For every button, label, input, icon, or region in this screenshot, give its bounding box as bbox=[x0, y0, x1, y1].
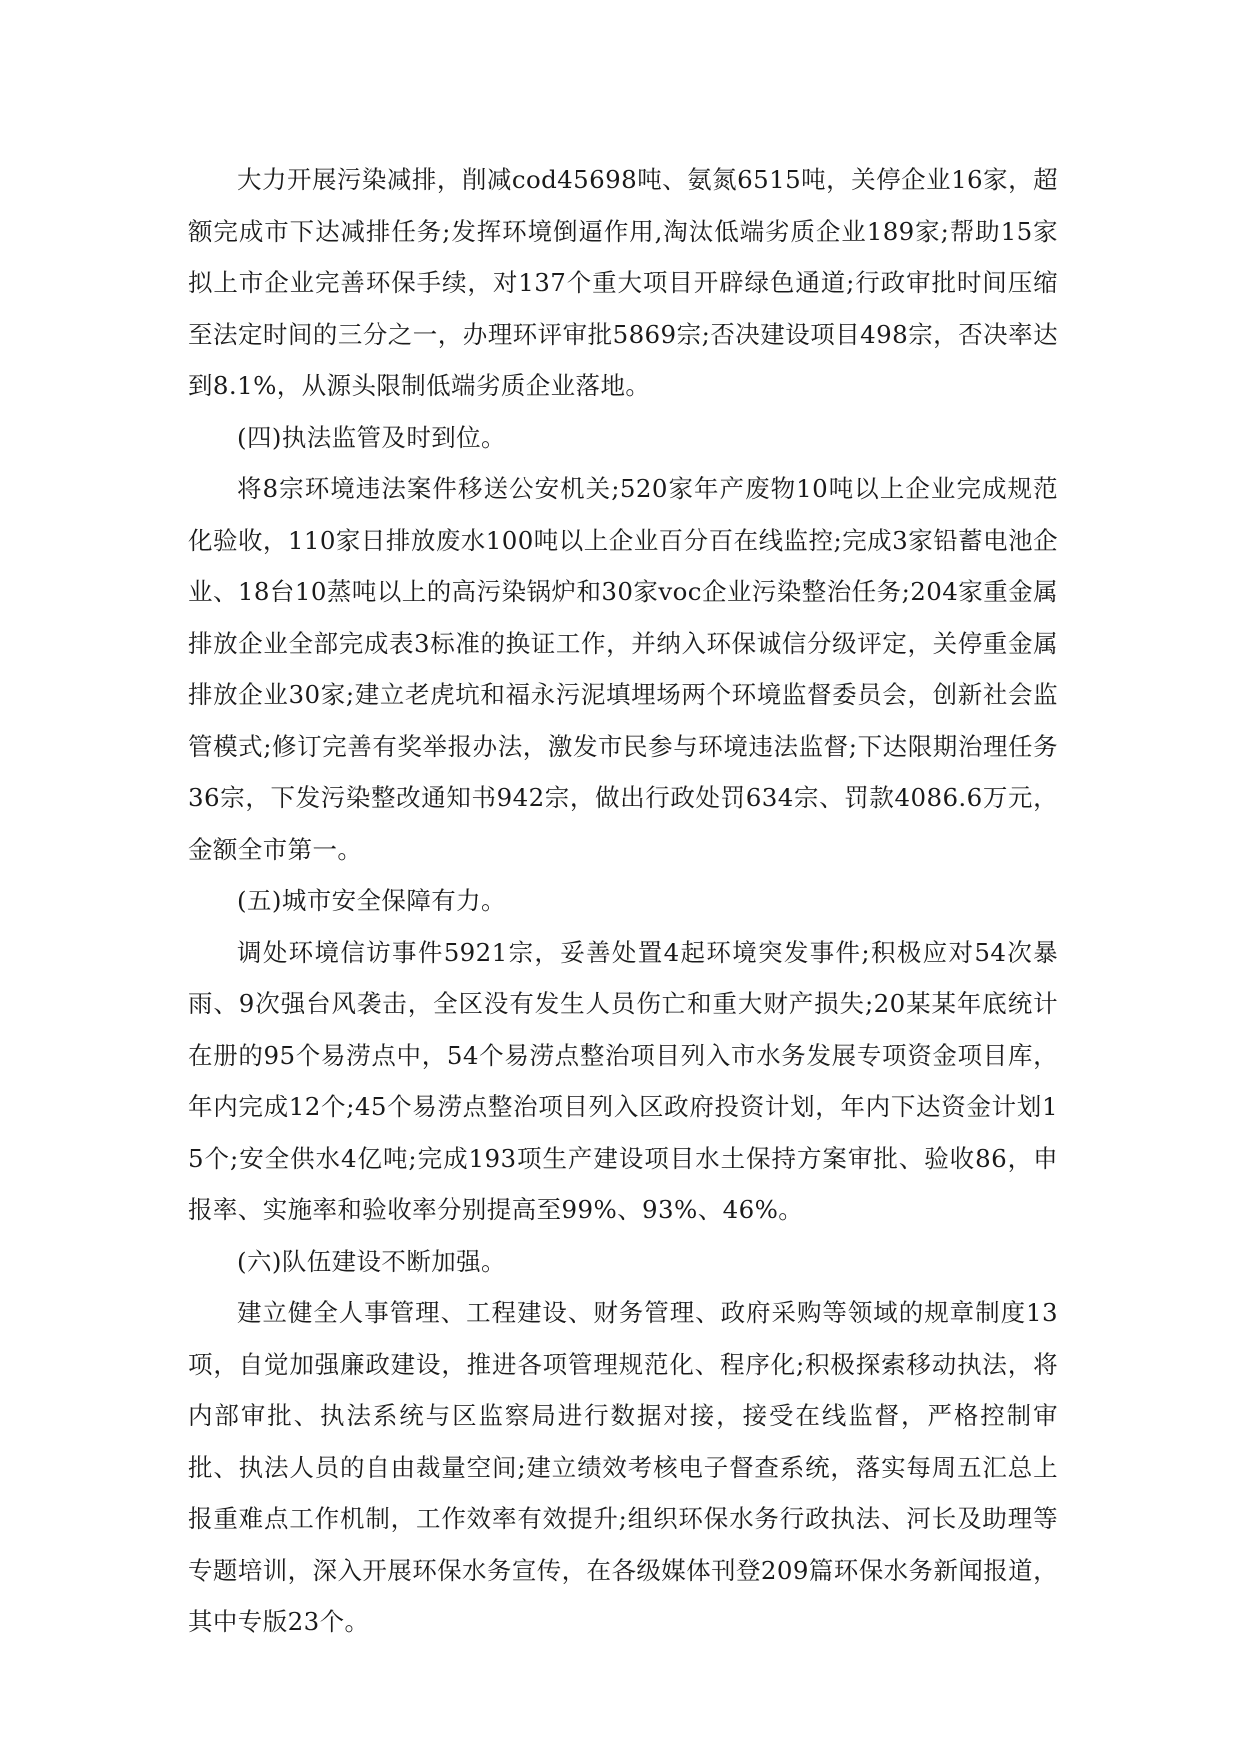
paragraph-pollution-reduction: 大力开展污染减排，削减cod45698吨、氨氮6515吨，关停企业16家，超额完成市下达减排任务;发挥环境倒逼作用,淘汰低端劣质企业189家;帮助15家拟上市企业完善环保手续，对137个重大项目开辟绿色通道;行政审批时间压缩至法定时间的三分之一，办理环评审批5869宗;否决建设项目498宗，否决率达到8.1%，从源头限制低端劣质企业落地。 bbox=[188, 165, 1058, 400]
section-heading-team-building: (六)队伍建设不断加强。 bbox=[237, 1246, 506, 1276]
paragraph-team-building: 建立健全人事管理、工程建设、财务管理、政府采购等领域的规章制度13项，自觉加强廉政建设，推进各项管理规范化、程序化;积极探索移动执法，将内部审批、执法系统与区监察局进行数据对接，接受在线监督，严格控制审批、执法人员的自由裁量空间;建立绩效考核电子督查系统，落实每周五汇总上报重难点工作机制，工作效率有效提升;组织环保水务行政执法、河长及助理等专题培训，深入开展环保水务宣传，在各级媒体刊登209篇环保水务新闻报道，其中专版23个。 bbox=[188, 1298, 1058, 1636]
section-heading-enforcement: (四)执法监管及时到位。 bbox=[237, 422, 506, 452]
document-body bbox=[188, 154, 1058, 1648]
section-heading-city-safety: (五)城市安全保障有力。 bbox=[237, 886, 506, 915]
paragraph-enforcement: 将8宗环境违法案件移送公安机关;520家年产废物10吨以上企业完成规范化验收，110家日排放废水100吨以上企业百分百在线监控;完成3家铅蓄电池企业、18台10蒸吨以上的高污染锅炉和30家voc企业污染整治任务;204家重金属排放企业全部完成表3标准的换证工作，并纳入环保诚信分级评定，关停重金属排放企业30家;建立老虎坑和福永污泥填埋场两个环境监督委员会，创新社会监管模式;修订完善有奖举报办法，激发市民参与环境违法监督;下达限期治理任务36宗，下发污染整改通知书942宗，做出行政处罚634宗、罚款4086.6万元，金额全市第一。 bbox=[188, 474, 1058, 864]
paragraph-city-safety: 调处环境信访事件5921宗，妥善处置4起环境突发事件;积极应对54次暴雨、9次强台风袭击，全区没有发生人员伤亡和重大财产损失;20某某年底统计在册的95个易涝点中，54个易涝点整治项目列入市水务发展专项资金项目库，年内完成12个;45个易涝点整治项目列入区政府投资计划，年内下达资金计划15个;安全供水4亿吨;完成193项生产建设项目水土保持方案审批、验收86，申报率、实施率和验收率分别提高至99%、93%、46%。 bbox=[188, 937, 1058, 1224]
